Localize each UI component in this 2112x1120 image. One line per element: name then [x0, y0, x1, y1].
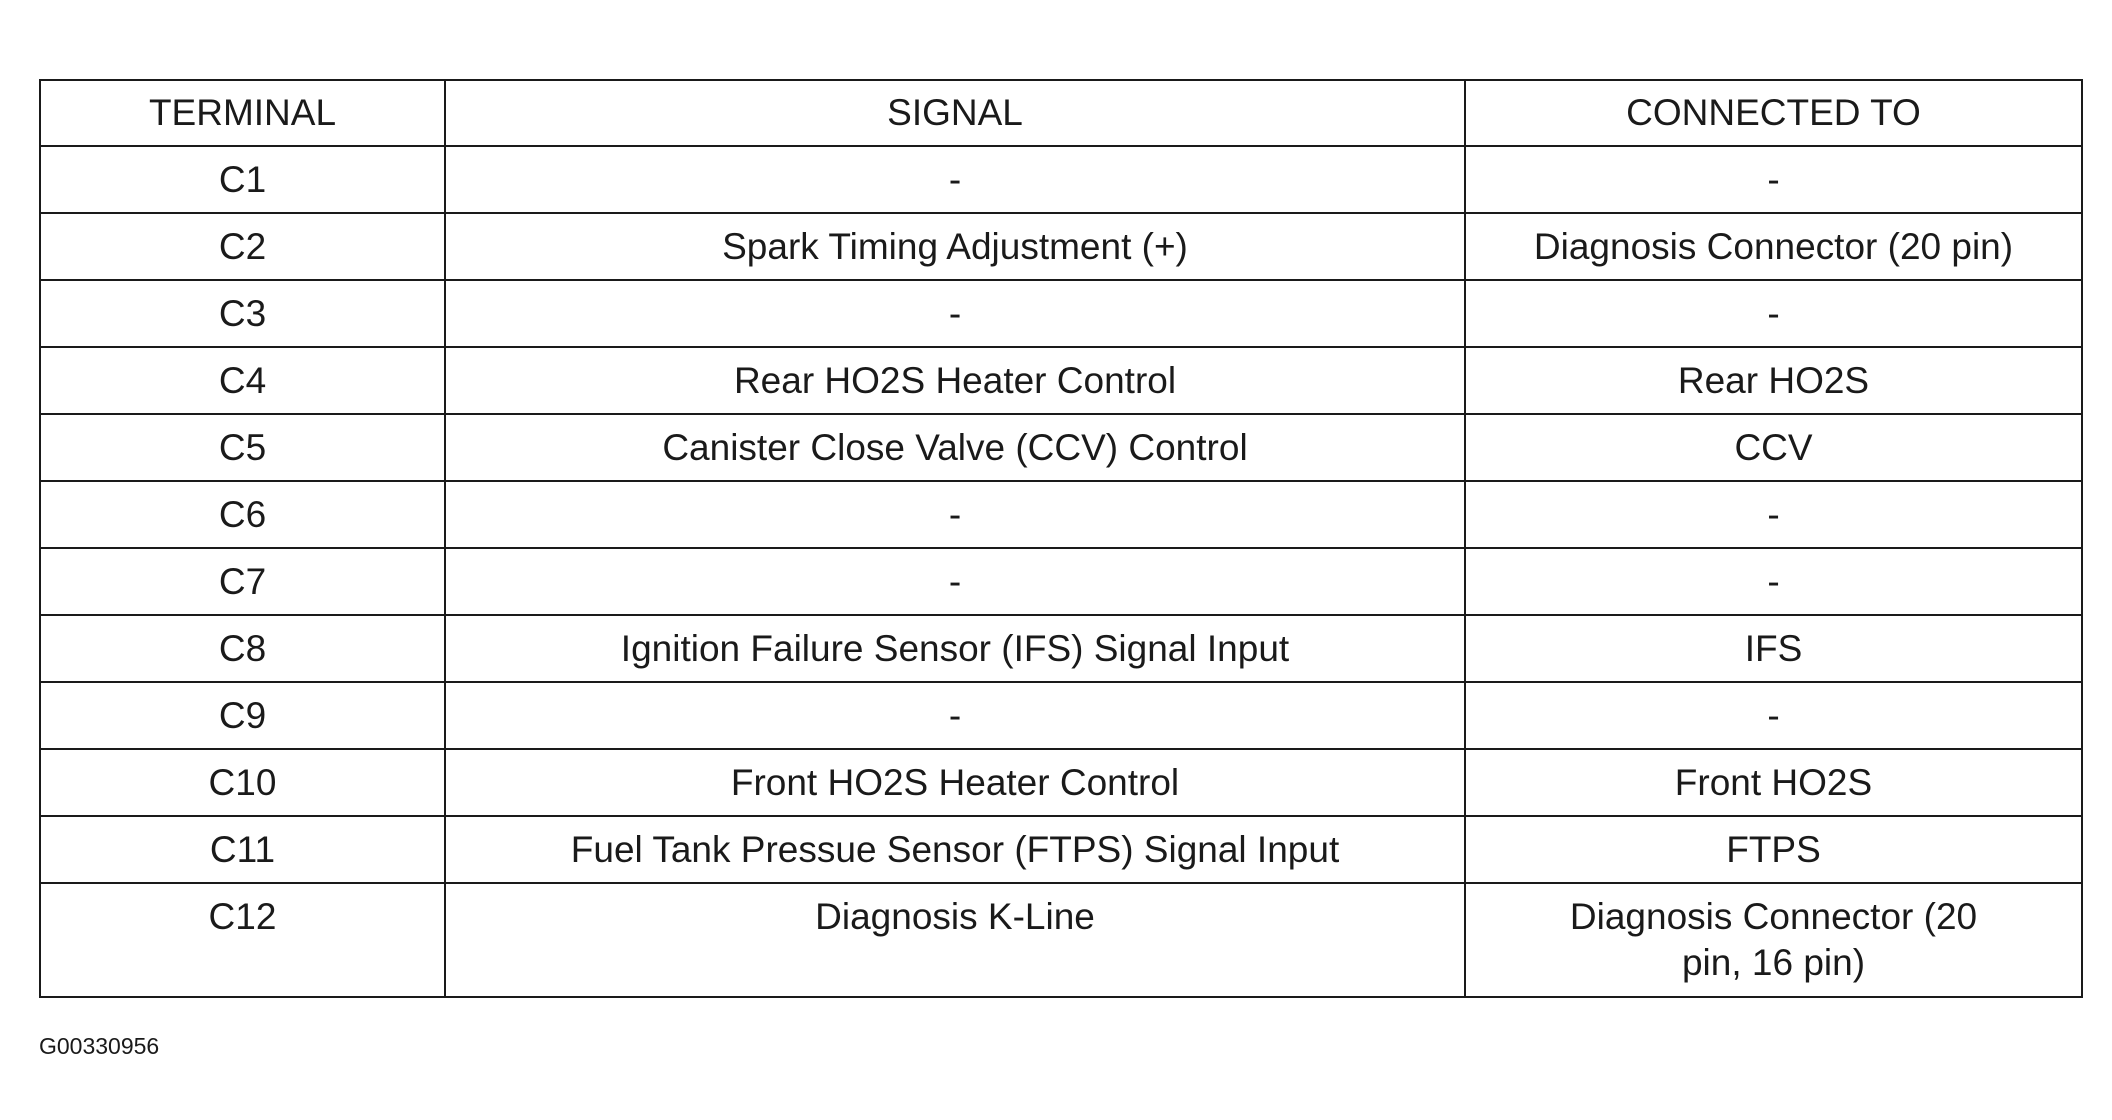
connected-to-cell: Diagnosis Connector (20 pin, 16 pin): [1465, 883, 2082, 997]
terminal-cell: C1: [40, 146, 445, 213]
header-connected-to: CONNECTED TO: [1465, 80, 2082, 146]
terminal-cell: C9: [40, 682, 445, 749]
signal-cell: Diagnosis K-Line: [445, 883, 1465, 997]
signal-cell: -: [445, 146, 1465, 213]
connected-to-cell: -: [1465, 481, 2082, 548]
signal-cell: Canister Close Valve (CCV) Control: [445, 414, 1465, 481]
connected-to-cell: -: [1465, 280, 2082, 347]
terminal-cell: C8: [40, 615, 445, 682]
table-row: [40, 347, 2082, 414]
connected-to-cell: FTPS: [1465, 816, 2082, 883]
connected-to-cell: Rear HO2S: [1465, 347, 2082, 414]
connected-to-cell: Front HO2S: [1465, 749, 2082, 816]
connected-to-cell: -: [1465, 548, 2082, 615]
table-row: [40, 481, 2082, 548]
terminal-cell: C5: [40, 414, 445, 481]
terminal-cell: C10: [40, 749, 445, 816]
signal-cell: Rear HO2S Heater Control: [445, 347, 1465, 414]
terminal-signal-table: [39, 79, 2083, 998]
connected-to-cell: -: [1465, 682, 2082, 749]
connected-to-cell: IFS: [1465, 615, 2082, 682]
connected-to-cell: Diagnosis Connector (20 pin): [1465, 213, 2082, 280]
table-row: [40, 682, 2082, 749]
signal-cell: -: [445, 548, 1465, 615]
terminal-cell: C11: [40, 816, 445, 883]
connected-to-cell: CCV: [1465, 414, 2082, 481]
terminal-cell: C6: [40, 481, 445, 548]
signal-cell: -: [445, 481, 1465, 548]
header-signal: SIGNAL: [445, 80, 1465, 146]
signal-cell: Front HO2S Heater Control: [445, 749, 1465, 816]
signal-cell: -: [445, 682, 1465, 749]
table-row: [40, 548, 2082, 615]
table-body: [40, 146, 2082, 997]
signal-cell: Fuel Tank Pressue Sensor (FTPS) Signal Input: [445, 816, 1465, 883]
table-row: [40, 749, 2082, 816]
table-row: [40, 280, 2082, 347]
figure-id: G00330956: [39, 1033, 160, 1059]
terminal-cell: C4: [40, 347, 445, 414]
signal-cell: Spark Timing Adjustment (+): [445, 213, 1465, 280]
signal-cell: -: [445, 280, 1465, 347]
table-row: [40, 615, 2082, 682]
terminal-cell: C7: [40, 548, 445, 615]
header-terminal: TERMINAL: [40, 80, 445, 146]
terminal-cell: C12: [40, 883, 445, 997]
table-row: [40, 816, 2082, 883]
table-row: [40, 146, 2082, 213]
signal-cell: Ignition Failure Sensor (IFS) Signal Input: [445, 615, 1465, 682]
table-row: [40, 414, 2082, 481]
table-header: [40, 80, 2082, 146]
terminal-cell: C3: [40, 280, 445, 347]
table-row: [40, 883, 2082, 997]
table-row: [40, 213, 2082, 280]
header-row: [40, 80, 2082, 146]
connected-to-cell: -: [1465, 146, 2082, 213]
terminal-cell: C2: [40, 213, 445, 280]
